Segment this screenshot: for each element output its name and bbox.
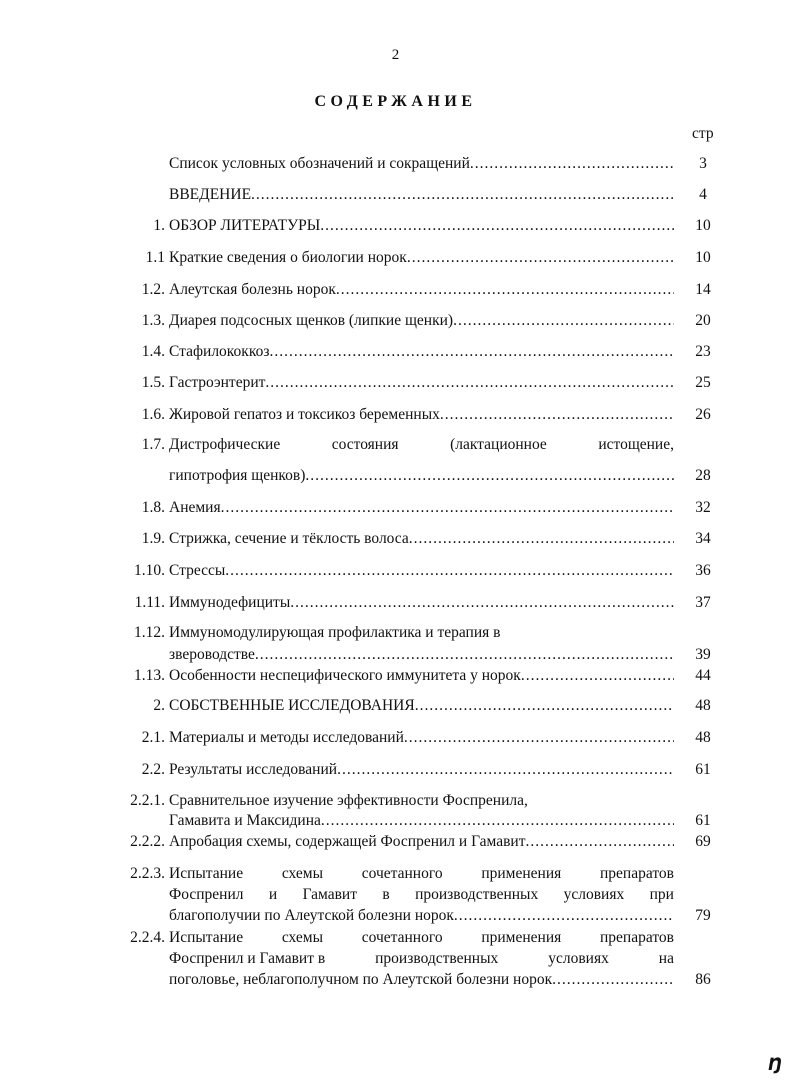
toc-entry-page: 26 xyxy=(695,406,711,423)
toc-entry-title xyxy=(169,905,674,927)
toc-entry-label: ОБЗОР ЛИТЕРАТУРЫ xyxy=(169,217,321,234)
toc-word: применения xyxy=(481,929,562,946)
toc-entry-label: Гастроэнтерит xyxy=(169,374,266,391)
toc-word: применения xyxy=(481,865,562,882)
toc-entry-text-line xyxy=(169,863,674,885)
toc-entry-number: 1.5. xyxy=(141,374,165,391)
dot-leader xyxy=(321,810,674,832)
toc-entry-number: 2.2.1. xyxy=(130,792,165,809)
toc-entry-title xyxy=(169,560,674,582)
toc-entry-page: 28 xyxy=(695,467,711,484)
dot-leader xyxy=(526,831,675,853)
dot-leader xyxy=(320,215,674,237)
toc-entry-label: звероводстве xyxy=(169,646,255,663)
toc-word: Фоспренил и Гамавит в xyxy=(169,950,326,967)
dot-leader xyxy=(453,310,674,332)
toc-entry-number: 1.11. xyxy=(134,594,165,611)
toc-entry-number: 2.2. xyxy=(141,761,165,778)
toc-word: Фоспренил xyxy=(169,886,244,903)
toc-word: условиях xyxy=(548,950,609,967)
dot-leader xyxy=(221,497,674,519)
toc-entry-page: 37 xyxy=(695,594,711,611)
toc-entry-label: Иммунодефициты xyxy=(169,594,291,611)
dot-leader xyxy=(305,465,674,487)
toc-word: условиях xyxy=(563,886,625,903)
toc-entry-number: 1.9. xyxy=(141,530,165,547)
toc-word: схемы xyxy=(281,865,324,882)
toc-word: схемы xyxy=(281,929,324,946)
dot-leader xyxy=(521,665,674,687)
dot-leader xyxy=(552,969,674,991)
toc-entry-label: Анемия xyxy=(169,499,221,516)
toc-entry-number: 1.8. xyxy=(141,499,165,516)
dot-leader xyxy=(415,695,674,717)
toc-word: сочетанного xyxy=(361,865,443,882)
toc-word: и xyxy=(268,886,278,903)
toc-entry-label: Диарея подсосных щенков (липкие щенки) xyxy=(169,312,454,329)
toc-entry-title xyxy=(169,372,674,394)
handwritten-mark: Ŋ xyxy=(766,1055,784,1075)
toc-entry-label: Стрижка, сечение и тёклость волоса xyxy=(169,530,409,547)
page-number: 2 xyxy=(391,47,400,63)
dot-leader xyxy=(290,592,674,614)
toc-entry-title xyxy=(169,592,674,614)
toc-entry-title xyxy=(169,759,674,781)
dot-leader xyxy=(454,905,674,927)
toc-entry-number: 2.2.3. xyxy=(130,865,165,882)
toc-entry-label: Гамавита и Максидина xyxy=(169,812,321,829)
toc-entry-label: гипотрофия щенков) xyxy=(169,467,306,484)
toc-entry-text-line xyxy=(169,927,674,949)
toc-entry-label: Стафилококкоз xyxy=(169,343,270,360)
toc-entry-number: 1.1 xyxy=(145,249,165,266)
toc-entry-number: 2.1. xyxy=(141,729,165,746)
toc-entry-title xyxy=(169,665,674,687)
dot-leader xyxy=(269,341,674,363)
toc-entry-title xyxy=(169,341,674,363)
dot-leader xyxy=(265,372,674,394)
toc-entry-title xyxy=(169,404,674,426)
toc-entry-page: 69 xyxy=(695,833,711,850)
toc-entry-text-line xyxy=(169,434,674,456)
toc-word: Дистрофические xyxy=(169,436,281,453)
toc-entry-label: Жировой гепатоз и токсикоз беременных xyxy=(169,406,440,423)
toc-word: препаратов xyxy=(600,929,674,946)
toc-entry-page: 14 xyxy=(695,281,711,298)
toc-entry-number: 1.13. xyxy=(134,667,165,684)
toc-entry-page: 20 xyxy=(695,312,711,329)
toc-entry-number: 1.4. xyxy=(141,343,165,360)
toc-entry-title xyxy=(169,695,674,717)
toc-entry-label: Материалы и методы исследований xyxy=(169,729,404,746)
toc-entry-page: 48 xyxy=(695,729,711,746)
toc-entry-page: 10 xyxy=(695,249,711,266)
toc-entry-number: 1.6. xyxy=(141,406,165,423)
toc-entry-title xyxy=(169,465,674,487)
toc-entry-page: 79 xyxy=(695,907,711,924)
toc-entry-page: 44 xyxy=(695,667,711,684)
toc-word: Испытание xyxy=(169,929,244,946)
toc-entry-label: ВВЕДЕНИЕ xyxy=(169,186,252,203)
toc-entry-label: Результаты исследований xyxy=(169,761,338,778)
toc-entry-text-line xyxy=(169,884,674,906)
toc-entry-number: 2.2.4. xyxy=(130,929,165,946)
toc-entry-title xyxy=(169,247,674,269)
toc-entry-page: 25 xyxy=(695,374,711,391)
toc-word: Гамавит xyxy=(302,886,357,903)
toc-word: истощение, xyxy=(598,436,674,453)
page-title: СОДЕРЖАНИЕ xyxy=(314,93,477,110)
toc-entry-title xyxy=(169,644,674,666)
toc-entry-title xyxy=(169,528,674,550)
toc-entry-label: Алеутская болезнь норок xyxy=(169,281,336,298)
dot-leader xyxy=(440,404,674,426)
toc-entry-title xyxy=(169,279,674,301)
toc-entry-title xyxy=(169,969,674,991)
toc-entry-page: 61 xyxy=(695,761,711,778)
toc-entry-page: 48 xyxy=(695,697,711,714)
toc-entry-number: 1. xyxy=(153,217,165,234)
dot-leader xyxy=(407,247,674,269)
pages-column-label: стр xyxy=(692,125,714,142)
dot-leader xyxy=(404,727,674,749)
toc-entry-page: 3 xyxy=(699,155,707,172)
toc-entry-label: Стрессы xyxy=(169,562,226,579)
toc-entry-title xyxy=(169,184,674,206)
toc-entry-text-line xyxy=(169,948,674,970)
toc-entry-page: 39 xyxy=(695,646,711,663)
toc-entry-page: 61 xyxy=(695,812,711,829)
toc-entry-number: 1.3. xyxy=(141,312,165,329)
toc-word: препаратов xyxy=(600,865,674,882)
toc-entry-text-line: Иммуномодулирующая профилактика и терапия в xyxy=(169,624,501,641)
toc-entry-label: Апробация схемы, содержащей Фоспренил и Гамавит xyxy=(169,833,526,850)
toc-entry-page: 36 xyxy=(695,562,711,579)
toc-word: в xyxy=(382,886,390,903)
dot-leader xyxy=(336,279,674,301)
dot-leader xyxy=(225,560,674,582)
toc-entry-text-line: Сравнительное изучение эффективности Фоспренила, xyxy=(169,792,528,809)
toc-entry-page: 86 xyxy=(695,971,711,988)
toc-entry-page: 23 xyxy=(695,343,711,360)
toc-entry-title xyxy=(169,215,674,237)
toc-entry-page: 34 xyxy=(695,530,711,547)
toc-entry-title xyxy=(169,810,674,832)
dot-leader xyxy=(409,528,674,550)
toc-entry-number: 1.10. xyxy=(134,562,165,579)
toc-entry-number: 2.2.2. xyxy=(130,833,165,850)
toc-word: производственных xyxy=(375,950,499,967)
toc-entry-label: СОБСТВЕННЫЕ ИССЛЕДОВАНИЯ xyxy=(169,697,415,714)
toc-word: сочетанного xyxy=(361,929,443,946)
toc-entry-page: 10 xyxy=(695,217,711,234)
toc-word: при xyxy=(649,886,674,903)
toc-entry-number: 2. xyxy=(153,697,165,714)
toc-entry-title xyxy=(169,727,674,749)
toc-entry-label: Список условных обозначений и сокращений xyxy=(169,155,470,172)
toc-entry-title xyxy=(169,153,674,175)
toc-entry-title xyxy=(169,831,674,853)
toc-entry-number: 1.2. xyxy=(141,281,165,298)
dot-leader xyxy=(470,153,674,175)
toc-word: состояния xyxy=(331,436,399,453)
toc-word: на xyxy=(658,950,674,967)
toc-entry-title xyxy=(169,497,674,519)
toc-entry-title xyxy=(169,310,674,332)
toc-entry-label: благополучии по Алеутской болезни норок xyxy=(169,907,454,924)
dot-leader xyxy=(337,759,674,781)
toc-entry-page: 4 xyxy=(699,186,707,203)
toc-entry-label: Особенности неспецифического иммунитета у норок xyxy=(169,667,521,684)
dot-leader xyxy=(251,184,674,206)
toc-word: (лактационное xyxy=(450,436,547,453)
toc-entry-number: 1.12. xyxy=(134,624,165,641)
toc-entry-number: 1.7. xyxy=(141,436,165,453)
toc-word: Испытание xyxy=(169,865,244,882)
dot-leader xyxy=(255,644,674,666)
toc-entry-label: Краткие сведения о биологии норок xyxy=(169,249,407,266)
toc-word: производственных xyxy=(415,886,539,903)
toc-entry-page: 32 xyxy=(695,499,711,516)
toc-entry-label: поголовье, неблагополучном по Алеутской болезни норок xyxy=(169,971,553,988)
